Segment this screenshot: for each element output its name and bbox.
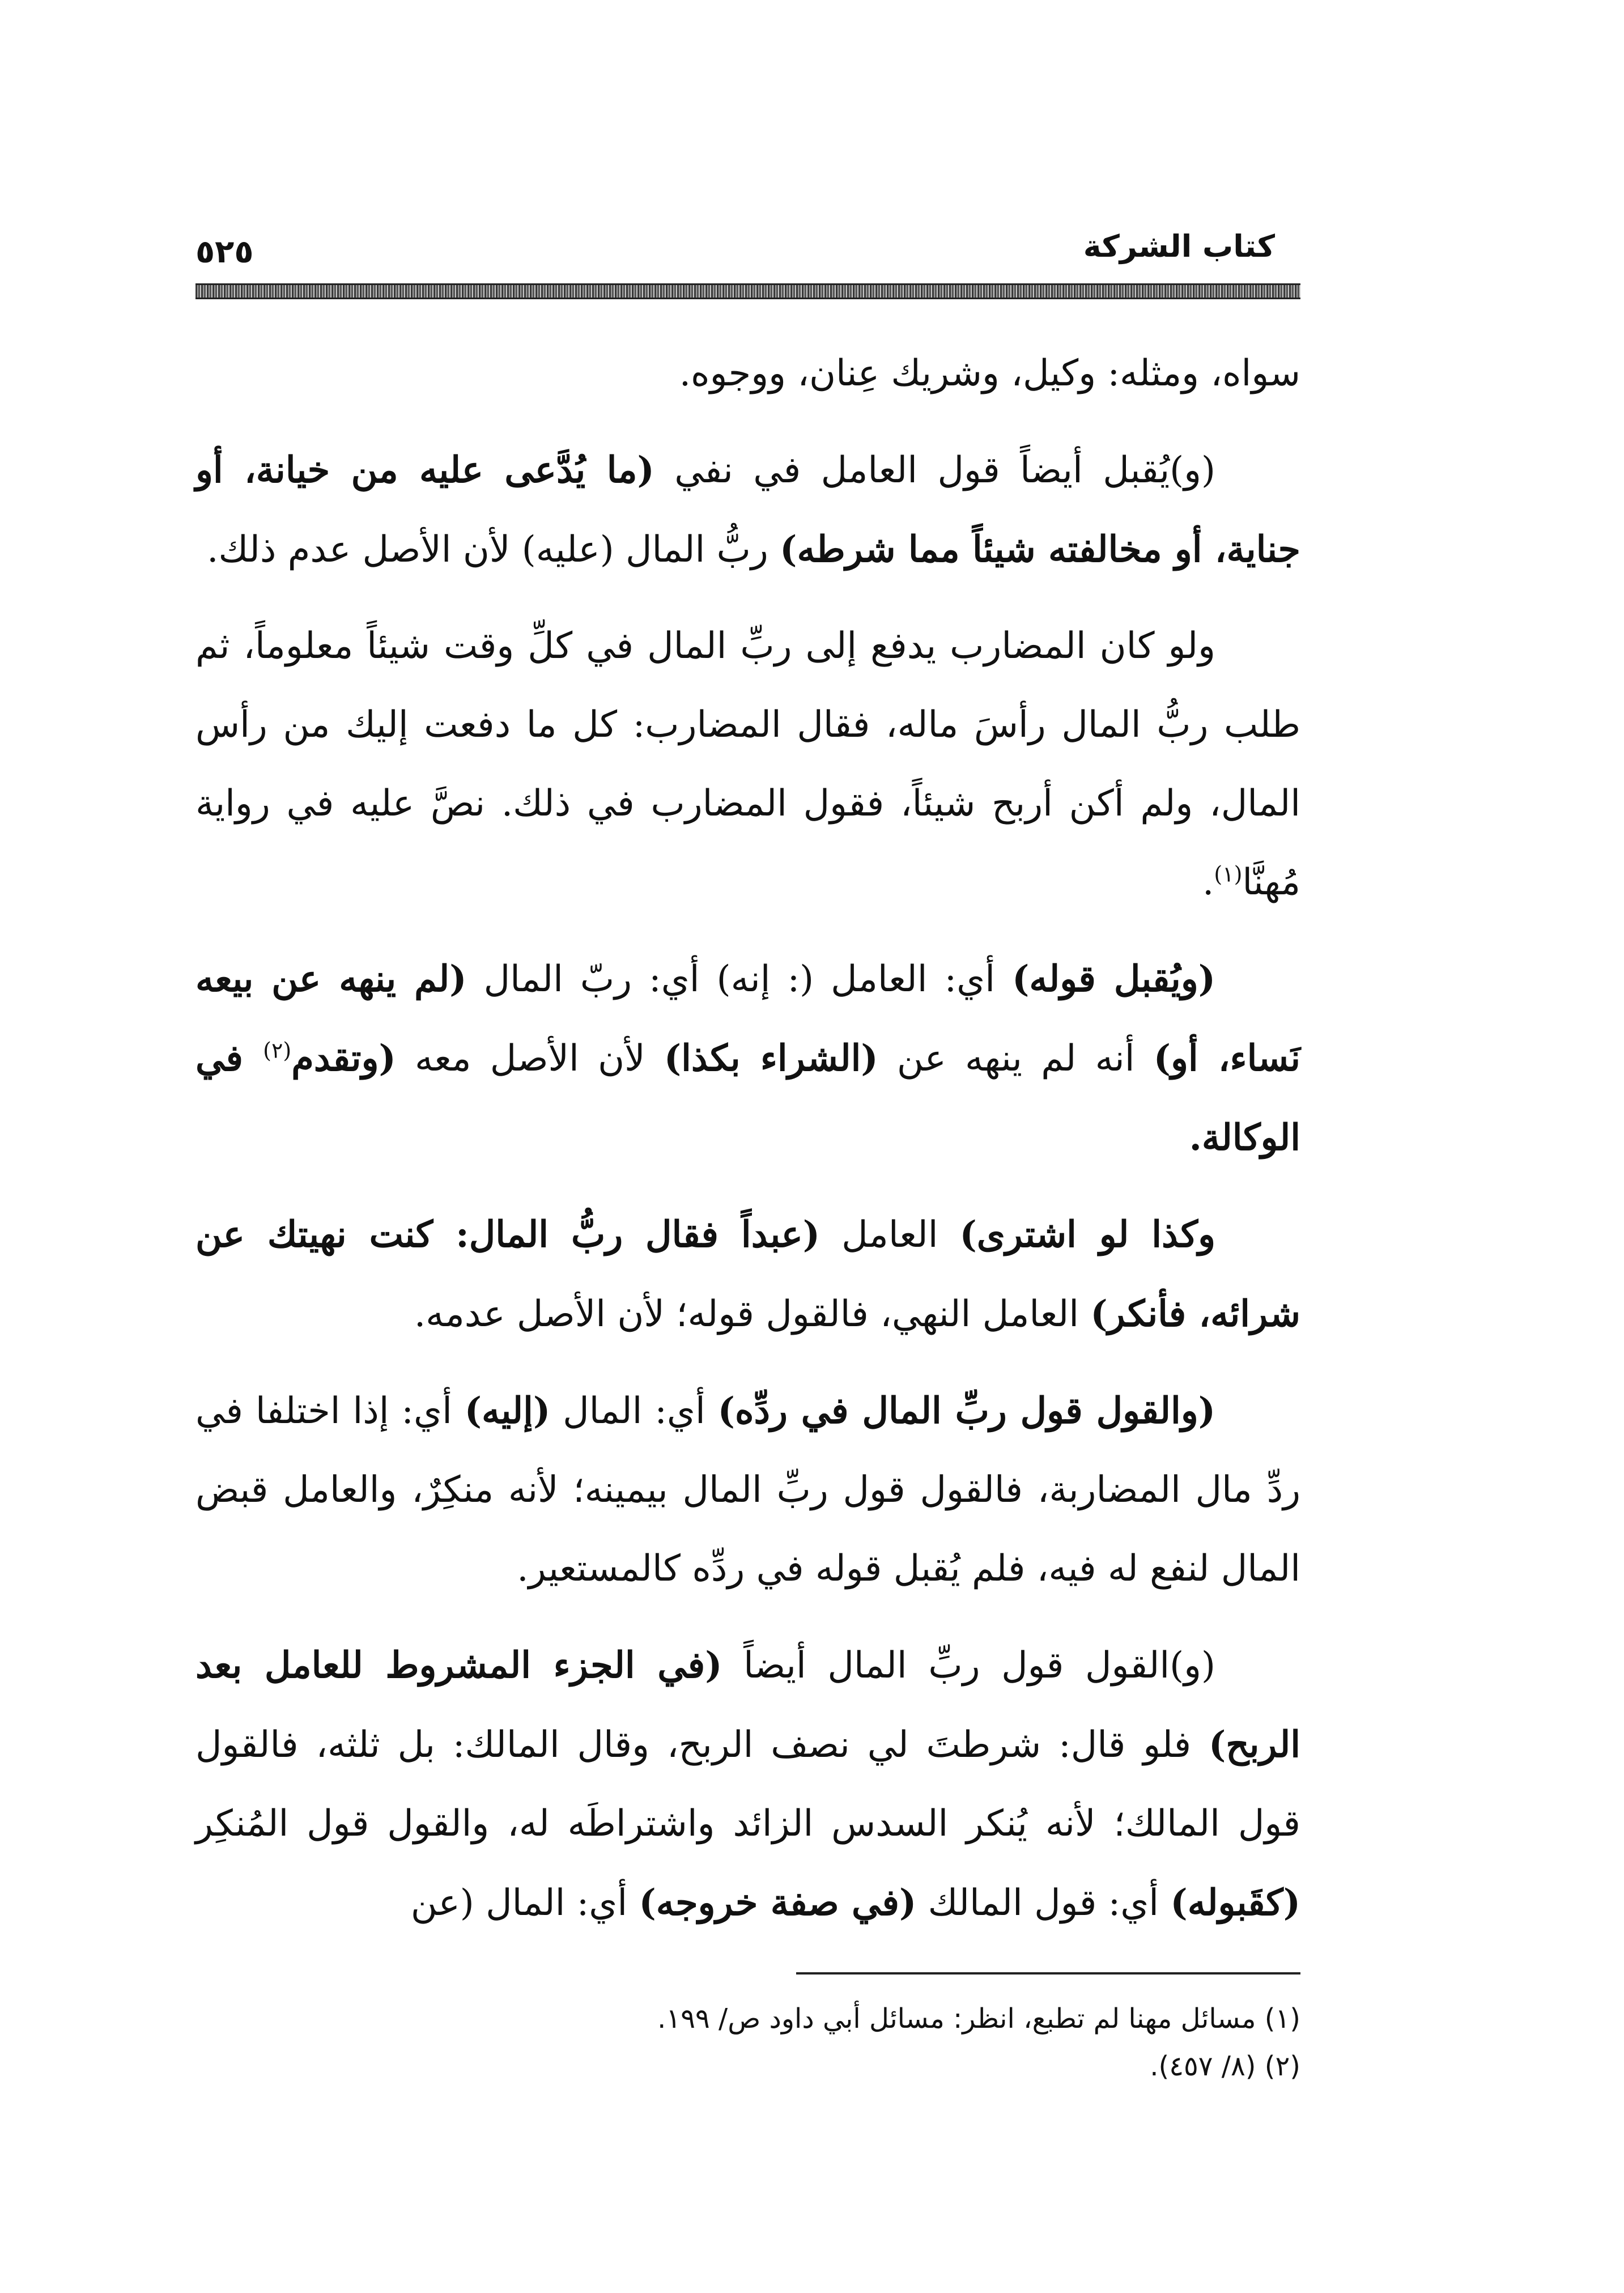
paragraph <box>195 940 1300 1178</box>
paragraph <box>195 431 1300 589</box>
text-run: (ما يُدَّعى عليه من خيانة، أو جناية، أو مخالفته شيئاً مما شرطه) <box>195 449 1300 571</box>
book-page <box>195 227 1300 2125</box>
paragraph <box>195 1371 1300 1608</box>
paragraph <box>195 1626 1300 1943</box>
text-run: (كقَبوله) <box>1170 1882 1300 1924</box>
footnote-marker: (١) <box>1214 861 1243 887</box>
footnote-divider <box>796 1972 1300 1974</box>
text-run: وكذا لو اشترى) <box>959 1213 1216 1256</box>
text-run: لأن الأصل معه <box>396 1038 664 1080</box>
page-number: ٥٢٥ <box>195 233 254 270</box>
text-run: العامل <box>820 1214 960 1256</box>
text-run: (الشراء بكذا) <box>664 1037 878 1080</box>
main-text <box>195 334 1300 1960</box>
text-run: أي: المال (عن <box>410 1882 639 1924</box>
text-run: ولو كان المضارب يدفع إلى ربِّ المال في كلِّ وقت شيئاً معلوماً، ثم طلب ربُّ المال رأسَ ماله، فقال المضارب: كل ما دفعت إليك من رأس المال، ولم أكن أربح شيئاً، فقول المضارب في ذلك. نصَّ عليه في رواية مُهنَّا <box>195 625 1300 903</box>
text-run: فلو قال: شرطتَ لي نصف الربح، وقال المالك: بل ثلثه، فالقول قول المالك؛ لأنه يُنكر السدس الزائد واشتراطَه له، والقول قول المُنكِر <box>195 1724 1300 1845</box>
footnote: (١) مسائل مهنا لم تطبع، انظر: مسائل أبي داود ص/ ١٩٩. <box>657 2003 1300 2035</box>
text-run: أنه لم ينهه عن <box>878 1038 1154 1080</box>
running-header <box>195 227 1300 295</box>
text-run: (عبداً فقال ربُّ المال: كنت نهيتك عن شرائه، فأنكر) <box>195 1213 1300 1335</box>
footnotes <box>195 1995 1300 2090</box>
text-run: (ويُقبل قوله) <box>1012 958 1216 1000</box>
text-run: أي: إذا اختلفا في ردِّ مال المضاربة، فالقول قول ربِّ المال بيمينه؛ لأنه منكِرٌ، والعامل قبض المال لنفع له فيه، فلم يُقبل قوله في ردِّه كالمستعير. <box>195 1390 1300 1590</box>
text-run: في الوكالة. <box>195 1037 1300 1159</box>
text-run: العامل النهي، فالقول قوله؛ لأن الأصل عدمه. <box>414 1293 1091 1335</box>
text-run: (وتقدم <box>291 1037 396 1080</box>
footnote-marker: (٢) <box>263 1038 292 1063</box>
text-run: أي: قول المالك <box>916 1882 1171 1924</box>
text-run: (إليه) <box>464 1390 551 1432</box>
text-run: (و)يُقبل أيضاً قول العامل في نفي <box>654 449 1216 491</box>
text-run: (لم ينهه عن بيعه نَساء، أو) <box>195 958 1301 1080</box>
paragraph <box>195 334 1300 413</box>
header-rule <box>195 283 1300 299</box>
footnote: (٢) (٨/ ٤٥٧). <box>1150 2050 1300 2082</box>
chapter-title: كتاب الشركة <box>1083 228 1275 264</box>
text-run: (و)القول قول ربِّ المال أيضاً <box>722 1645 1215 1687</box>
text-run: أي: المال <box>550 1390 718 1432</box>
text-run: (والقول قول ربِّ المال في ردِّه) <box>717 1390 1216 1432</box>
text-run: سواه، ومثله: وكيل، وشريك عِنان، ووجوه. <box>679 353 1300 394</box>
text-run: . <box>1202 861 1214 903</box>
paragraph <box>195 607 1300 922</box>
text-run: (في الجزء المشروط للعامل بعد الربح) <box>195 1644 1300 1766</box>
text-run: أي: العامل (: إنه) أي: ربّ المال <box>466 958 1013 1000</box>
text-run: ربُّ المال (عليه) لأن الأصل عدم ذلك. <box>207 529 780 571</box>
text-run: (في صفة خروجه) <box>639 1882 917 1924</box>
paragraph <box>195 1195 1300 1354</box>
